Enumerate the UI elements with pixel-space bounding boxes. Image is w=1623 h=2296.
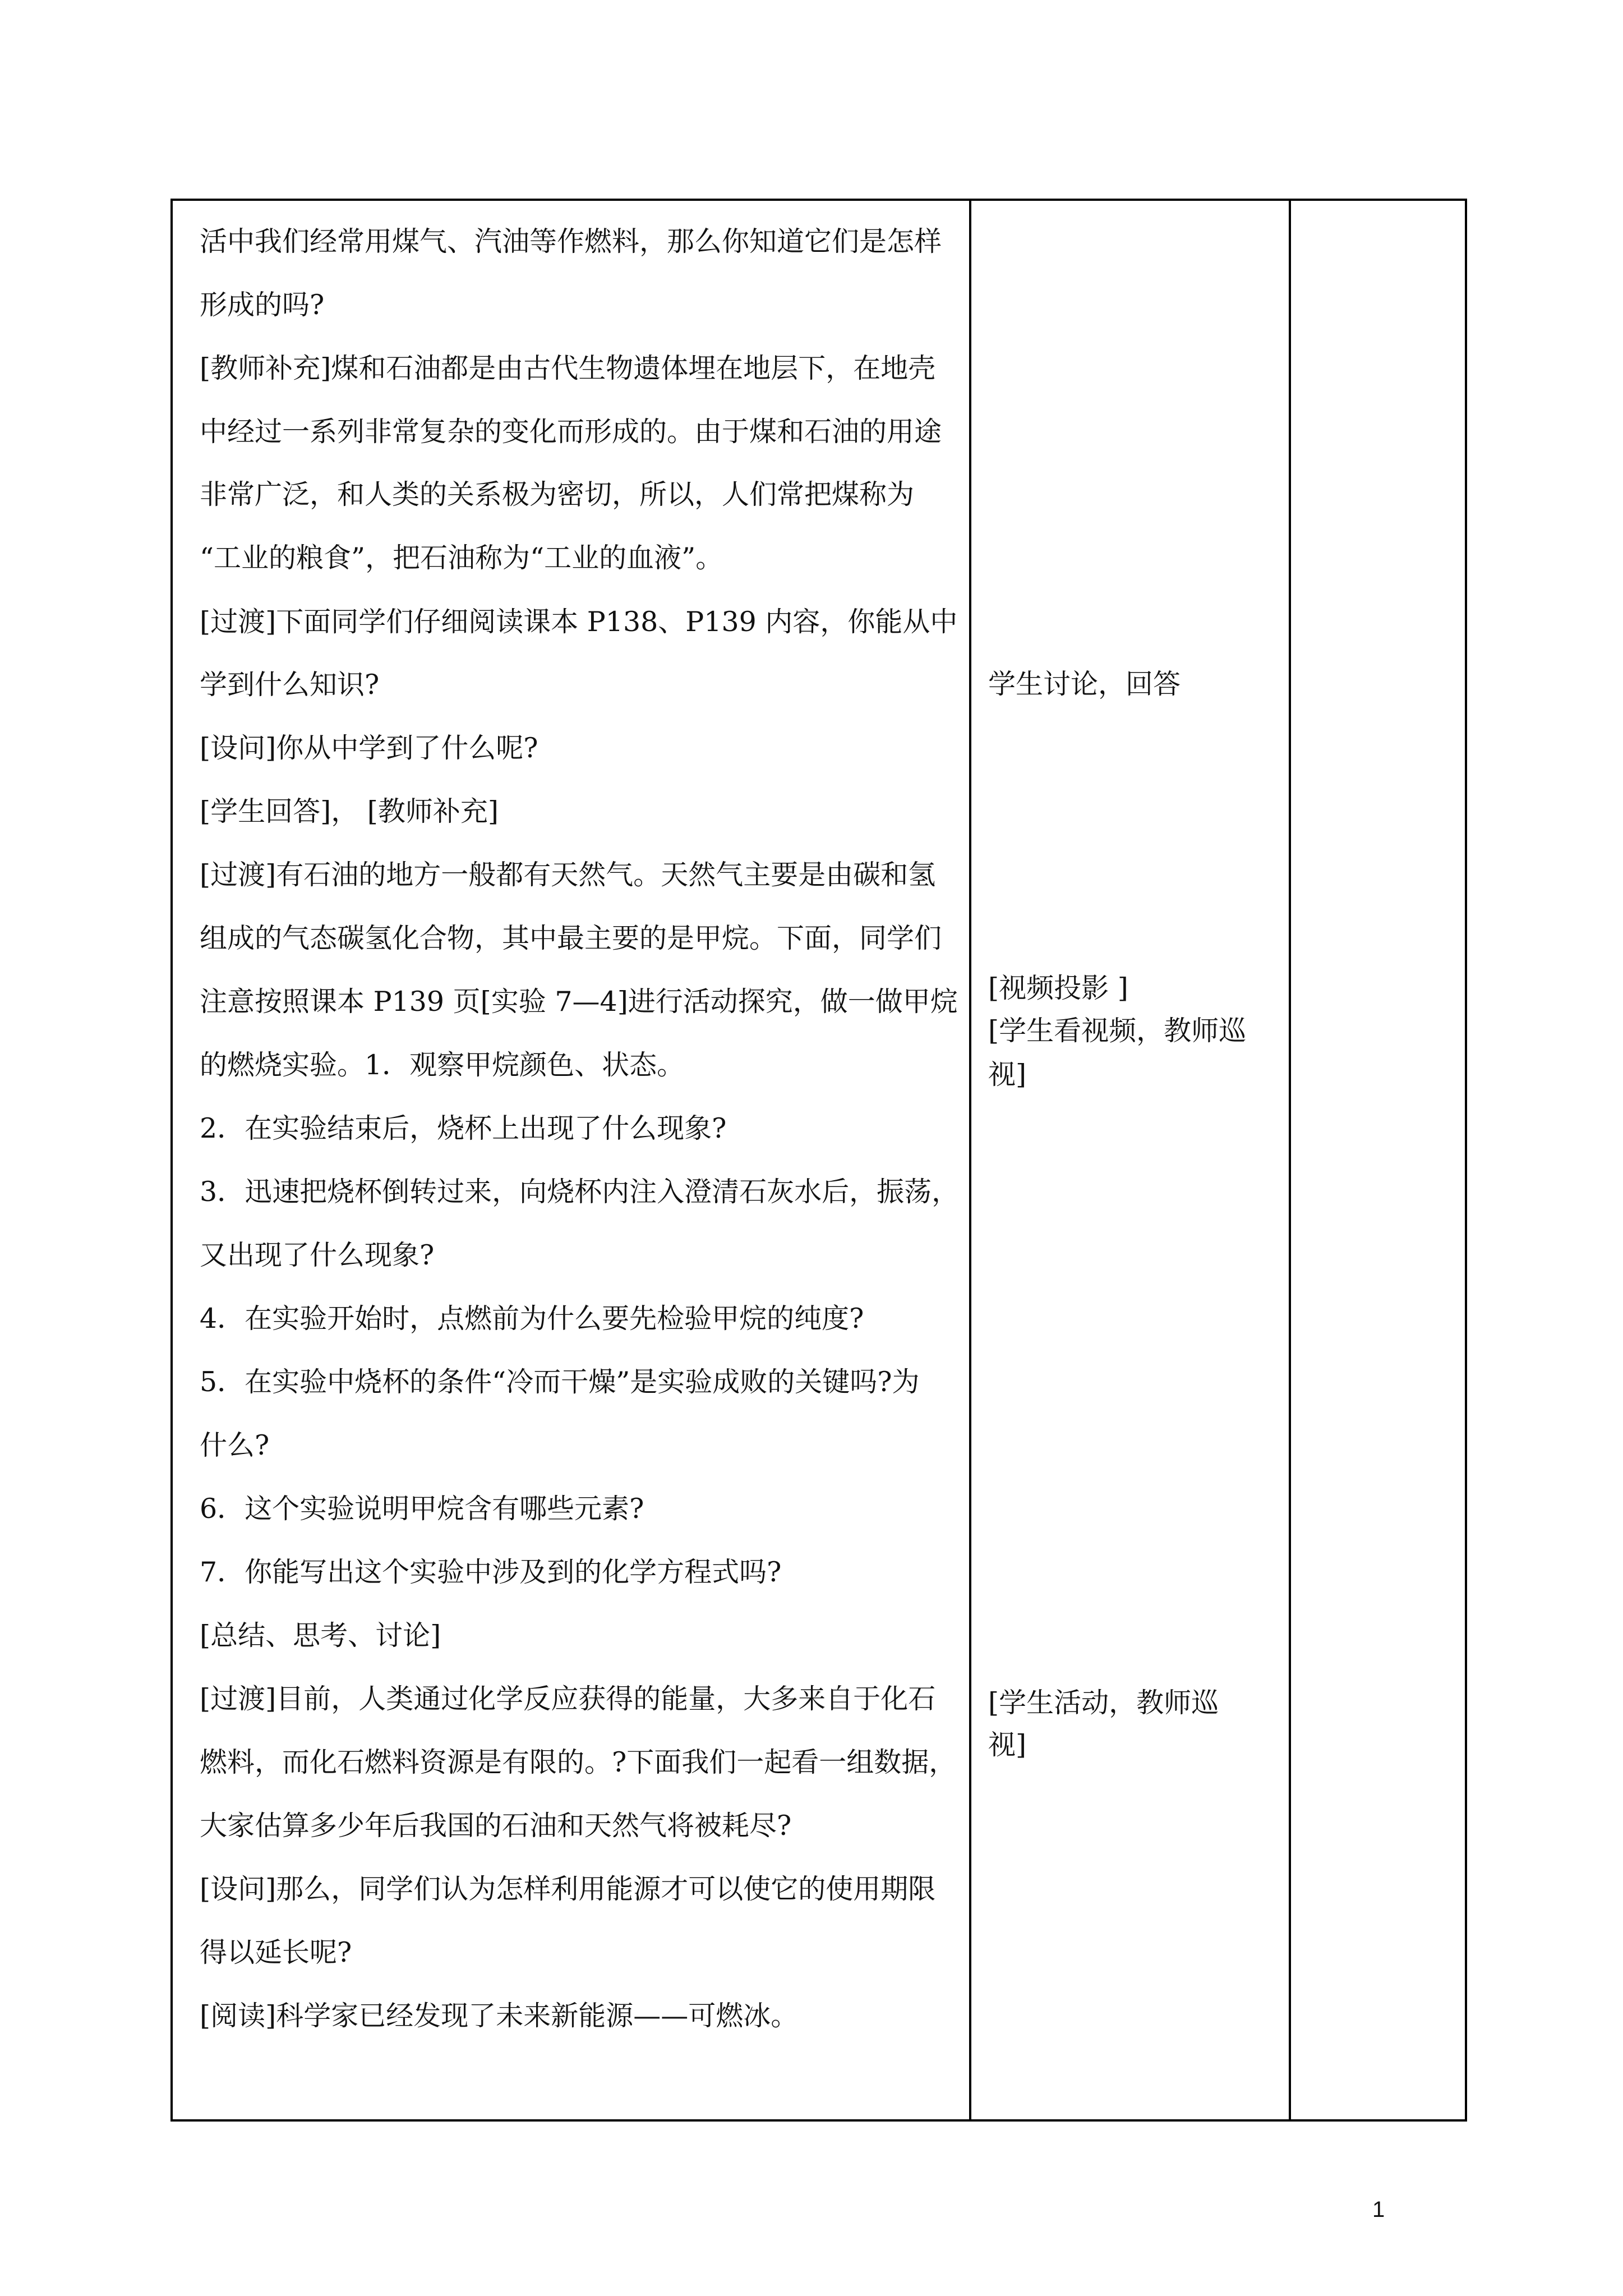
text-line: [过渡]有石油的地方一般都有天然气。天然气主要是由碳和氢 <box>200 859 936 891</box>
text-line: 的燃烧实验。1．观察甲烷颜色、状态。 <box>200 1049 685 1081</box>
text-line: 注意按照课本 P139 页[实验 7—4]进行活动探究，做一做甲烷 <box>200 986 958 1018</box>
lesson-table <box>170 199 1467 2122</box>
text-line: 5．在实验中烧杯的条件“冷而干燥”是实验成败的关键吗?为 <box>200 1366 920 1398</box>
text-line: 7．你能写出这个实验中涉及到的化学方程式吗? <box>200 1556 782 1588</box>
text-line: 大家估算多少年后我国的石油和天然气将被耗尽? <box>200 1810 792 1842</box>
side-note: [视频投影 ] <box>988 972 1128 1004</box>
text-line: [过渡]下面同学们仔细阅读课本 P138、P139 内容，你能从中 <box>200 606 958 638</box>
text-line: [教师补充]煤和石油都是由古代生物遗体埋在地层下，在地壳 <box>200 352 936 384</box>
text-line: [设问]你从中学到了什么呢? <box>200 732 538 764</box>
text-line: 2．在实验结束后，烧杯上出现了什么现象? <box>200 1112 727 1144</box>
side-note: [学生看视频，教师巡 <box>988 1015 1247 1047</box>
text-line: [总结、思考、讨论] <box>200 1619 441 1651</box>
column-divider-2 <box>1289 201 1291 2119</box>
page-number: 1 <box>1372 2197 1385 2222</box>
text-line: [阅读]科学家已经发现了未来新能源——可燃冰。 <box>200 2000 799 2032</box>
text-line: [学生回答]， [教师补充] <box>200 795 499 827</box>
side-note: [学生活动，教师巡 <box>988 1687 1219 1719</box>
text-line: “工业的粮食”，把石油称为“工业的血液”。 <box>200 542 723 574</box>
text-line: 3．迅速把烧杯倒转过来，向烧杯内注入澄清石灰水后，振荡， <box>200 1176 960 1208</box>
text-line: 什么? <box>200 1429 270 1461</box>
text-line: 组成的气态碳氢化合物，其中最主要的是甲烷。下面，同学们 <box>200 922 942 954</box>
text-line: 中经过一系列非常复杂的变化而形成的。由于煤和石油的用途 <box>200 416 942 448</box>
text-line: 非常广泛，和人类的关系极为密切，所以，人们常把煤称为 <box>200 478 915 510</box>
text-line: 形成的吗? <box>200 289 325 321</box>
side-note: 视] <box>988 1729 1027 1761</box>
text-line: 学到什么知识? <box>200 669 380 701</box>
text-line: 又出现了什么现象? <box>200 1239 435 1271</box>
text-line: [过渡]目前，人类通过化学反应获得的能量，大多来自于化石 <box>200 1683 936 1715</box>
column-divider-1 <box>969 201 971 2119</box>
text-line: 得以延长呢? <box>200 1936 352 1968</box>
text-line: [设问]那么，同学们认为怎样利用能源才可以使它的使用期限 <box>200 1873 936 1905</box>
text-line: 6．这个实验说明甲烷含有哪些元素? <box>200 1493 644 1525</box>
side-note: 视] <box>988 1059 1027 1091</box>
side-note: 学生讨论，回答 <box>988 668 1181 700</box>
text-line: 4．在实验开始时，点燃前为什么要先检验甲烷的纯度? <box>200 1303 864 1335</box>
text-line: 活中我们经常用煤气、汽油等作燃料，那么你知道它们是怎样 <box>200 226 942 257</box>
text-line: 燃料，而化石燃料资源是有限的。?下面我们一起看一组数据， <box>200 1746 957 1778</box>
